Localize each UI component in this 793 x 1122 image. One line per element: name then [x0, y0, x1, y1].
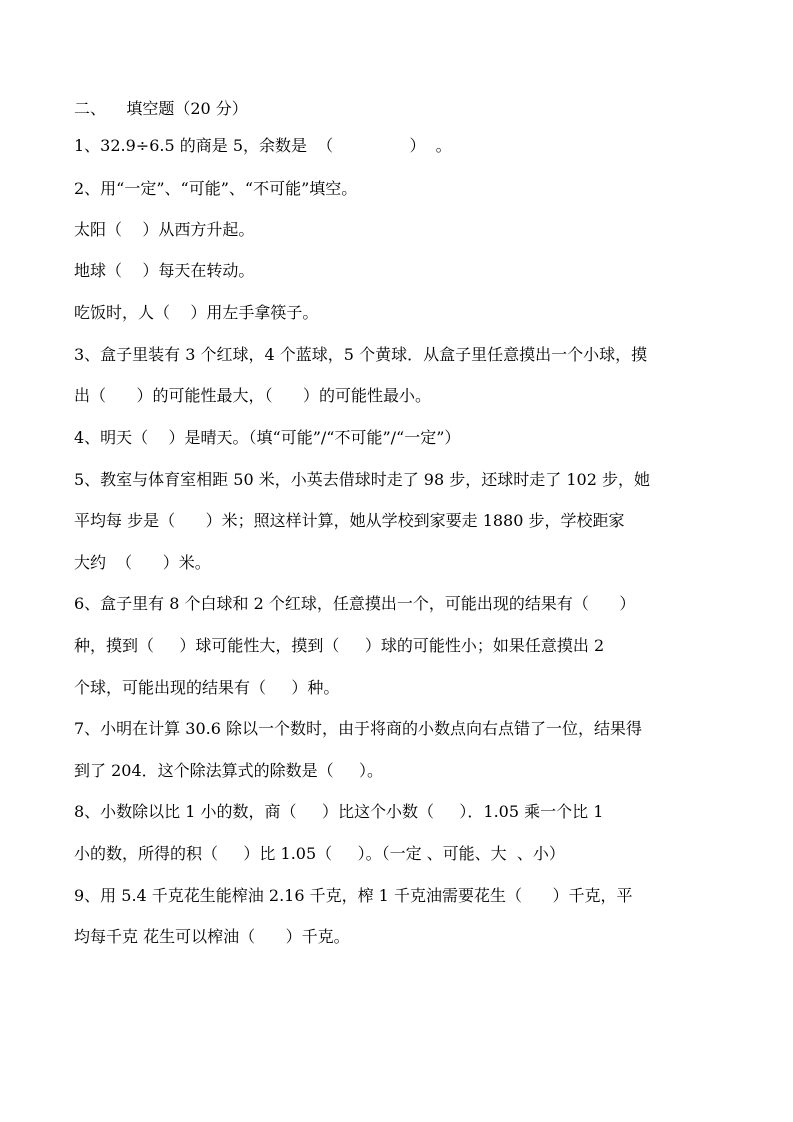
question-5-line-2: 平均每 步是（ ）米；照这样计算，她从学校到家要走 1880 步，学校距家 — [74, 511, 625, 530]
question-5-line-3: 大约 （ ）米。 — [74, 553, 211, 572]
question-8-line-1: 8、小数除以比 1 小的数，商（ ）比这个小数（ ）．1.05 乘一个比 1 — [74, 802, 604, 821]
question-3-line-1: 3、盒子里装有 3 个红球，4 个蓝球，5 个黄球．从盒子里任意摸出一个小球，摸 — [74, 345, 648, 364]
section-heading: 二、 填空题（20 分） — [74, 99, 248, 118]
question-7-line-2: 到了 204．这个除法算式的除数是（ ）。 — [74, 761, 384, 780]
question-2-line: 2、用“一定”、“可能”、“不可能”填空。 — [74, 179, 358, 198]
question-6-line-3: 个球，可能出现的结果有（ ）种。 — [74, 678, 340, 697]
question-2-item-sun: 太阳（ ）从西方升起。 — [74, 220, 255, 239]
question-2-item-earth: 地球（ ）每天在转动。 — [74, 261, 255, 280]
question-6-line-1: 6、盒子里有 8 个白球和 2 个红球，任意摸出一个，可能出现的结果有（ ） — [74, 594, 636, 613]
question-5-line-1: 5、教室与体育室相距 50 米，小英去借球时走了 98 步，还球时走了 102 步，她 — [74, 470, 650, 489]
question-9-line-1: 9、用 5.4 千克花生能榨油 2.16 千克，榨 1 千克油需要花生（ ）千克，平 — [74, 886, 633, 905]
question-9-line-2: 均每千克 花生可以榨油（ ）千克。 — [74, 927, 350, 946]
question-4-line: 4、明天（ ）是晴天。（填“可能”/“不可能”/“一定”） — [74, 428, 461, 447]
question-2-item-chopsticks: 吃饭时，人（ ）用左手拿筷子。 — [74, 303, 319, 322]
question-3-line-2: 出（ ）的可能性最大，（ ）的可能性最小。 — [74, 386, 432, 405]
question-7-line-1: 7、小明在计算 30.6 除以一个数时，由于将商的小数点向右点错了一位，结果得 — [74, 719, 642, 738]
question-1-line: 1、32.9÷6.5 的商是 5，余数是 （ ） 。 — [74, 136, 452, 155]
question-6-line-2: 种，摸到（ ）球可能性大，摸到（ ）球的可能性小；如果任意摸出 2 — [74, 636, 605, 655]
question-8-line-2: 小的数，所得的积（ ）比 1.05（ ）。（一定 、可能、大 、小） — [74, 844, 565, 863]
